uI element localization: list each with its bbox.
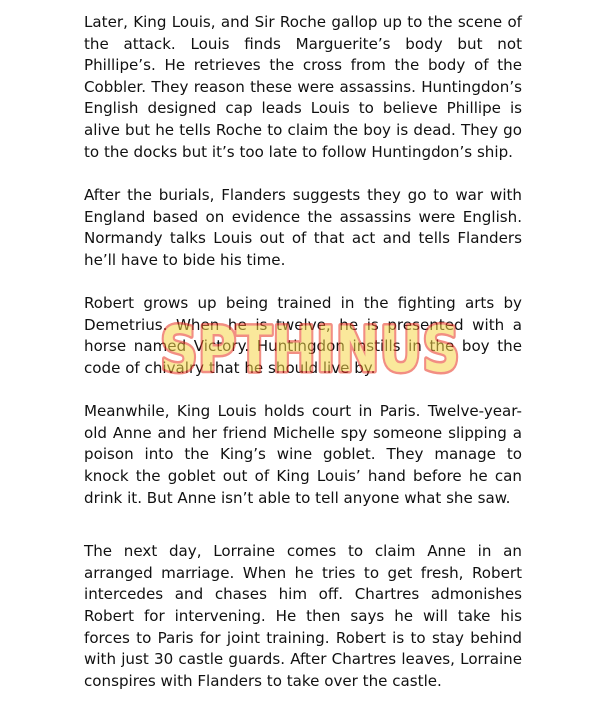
- paragraph-2: After the burials, Flanders suggests they go to war with England based on evidence the assassins were English. Normandy talks Louis out of that act and tells Flanders he’ll have to bide his time.: [84, 185, 522, 269]
- document-page: [84, 12, 522, 714]
- paragraph-3: Robert grows up being trained in the fighting arts by Demetrius. When he is twelve, he is presented with a horse named Victory. Huntingdon instills in the boy the code of chivalry that he should live by.: [84, 294, 522, 377]
- paragraph-5: The next day, Lorraine comes to claim Anne in an arranged marriage. When he tries to get fresh, Robert intercedes and chases him off. Chartres admonishes Robert for intervening. He then says he will take his forces to Paris for joint training. Robert is to stay behind with just 30 castle guards. After Chartres leaves, Lorraine conspires with Flanders to take over the castle.: [84, 542, 522, 690]
- paragraph-4: Meanwhile, King Louis holds court in Paris. Twelve-year-old Anne and her friend Michelle spy someone slipping a poison into the King’s wine goblet. They manage to knock the goblet out of King Louis’ hand before he can drink it. But Anne isn’t able to tell anyone what she saw.: [84, 402, 522, 507]
- paragraph-1: Later, King Louis, and Sir Roche gallop up to the scene of the attack. Louis finds Marguerite’s body but not Phillipe’s. He retrieves the cross from the body of the Cobbler. They reason these were assassins. Huntingdon’s English designed cap leads Louis to believe Phillipe is alive but he tells Roche to claim the boy is dead. They go to the docks but it’s too late to follow Huntingdon’s ship.: [84, 13, 522, 161]
- watermark-text: SPTHINUS: [160, 313, 460, 386]
